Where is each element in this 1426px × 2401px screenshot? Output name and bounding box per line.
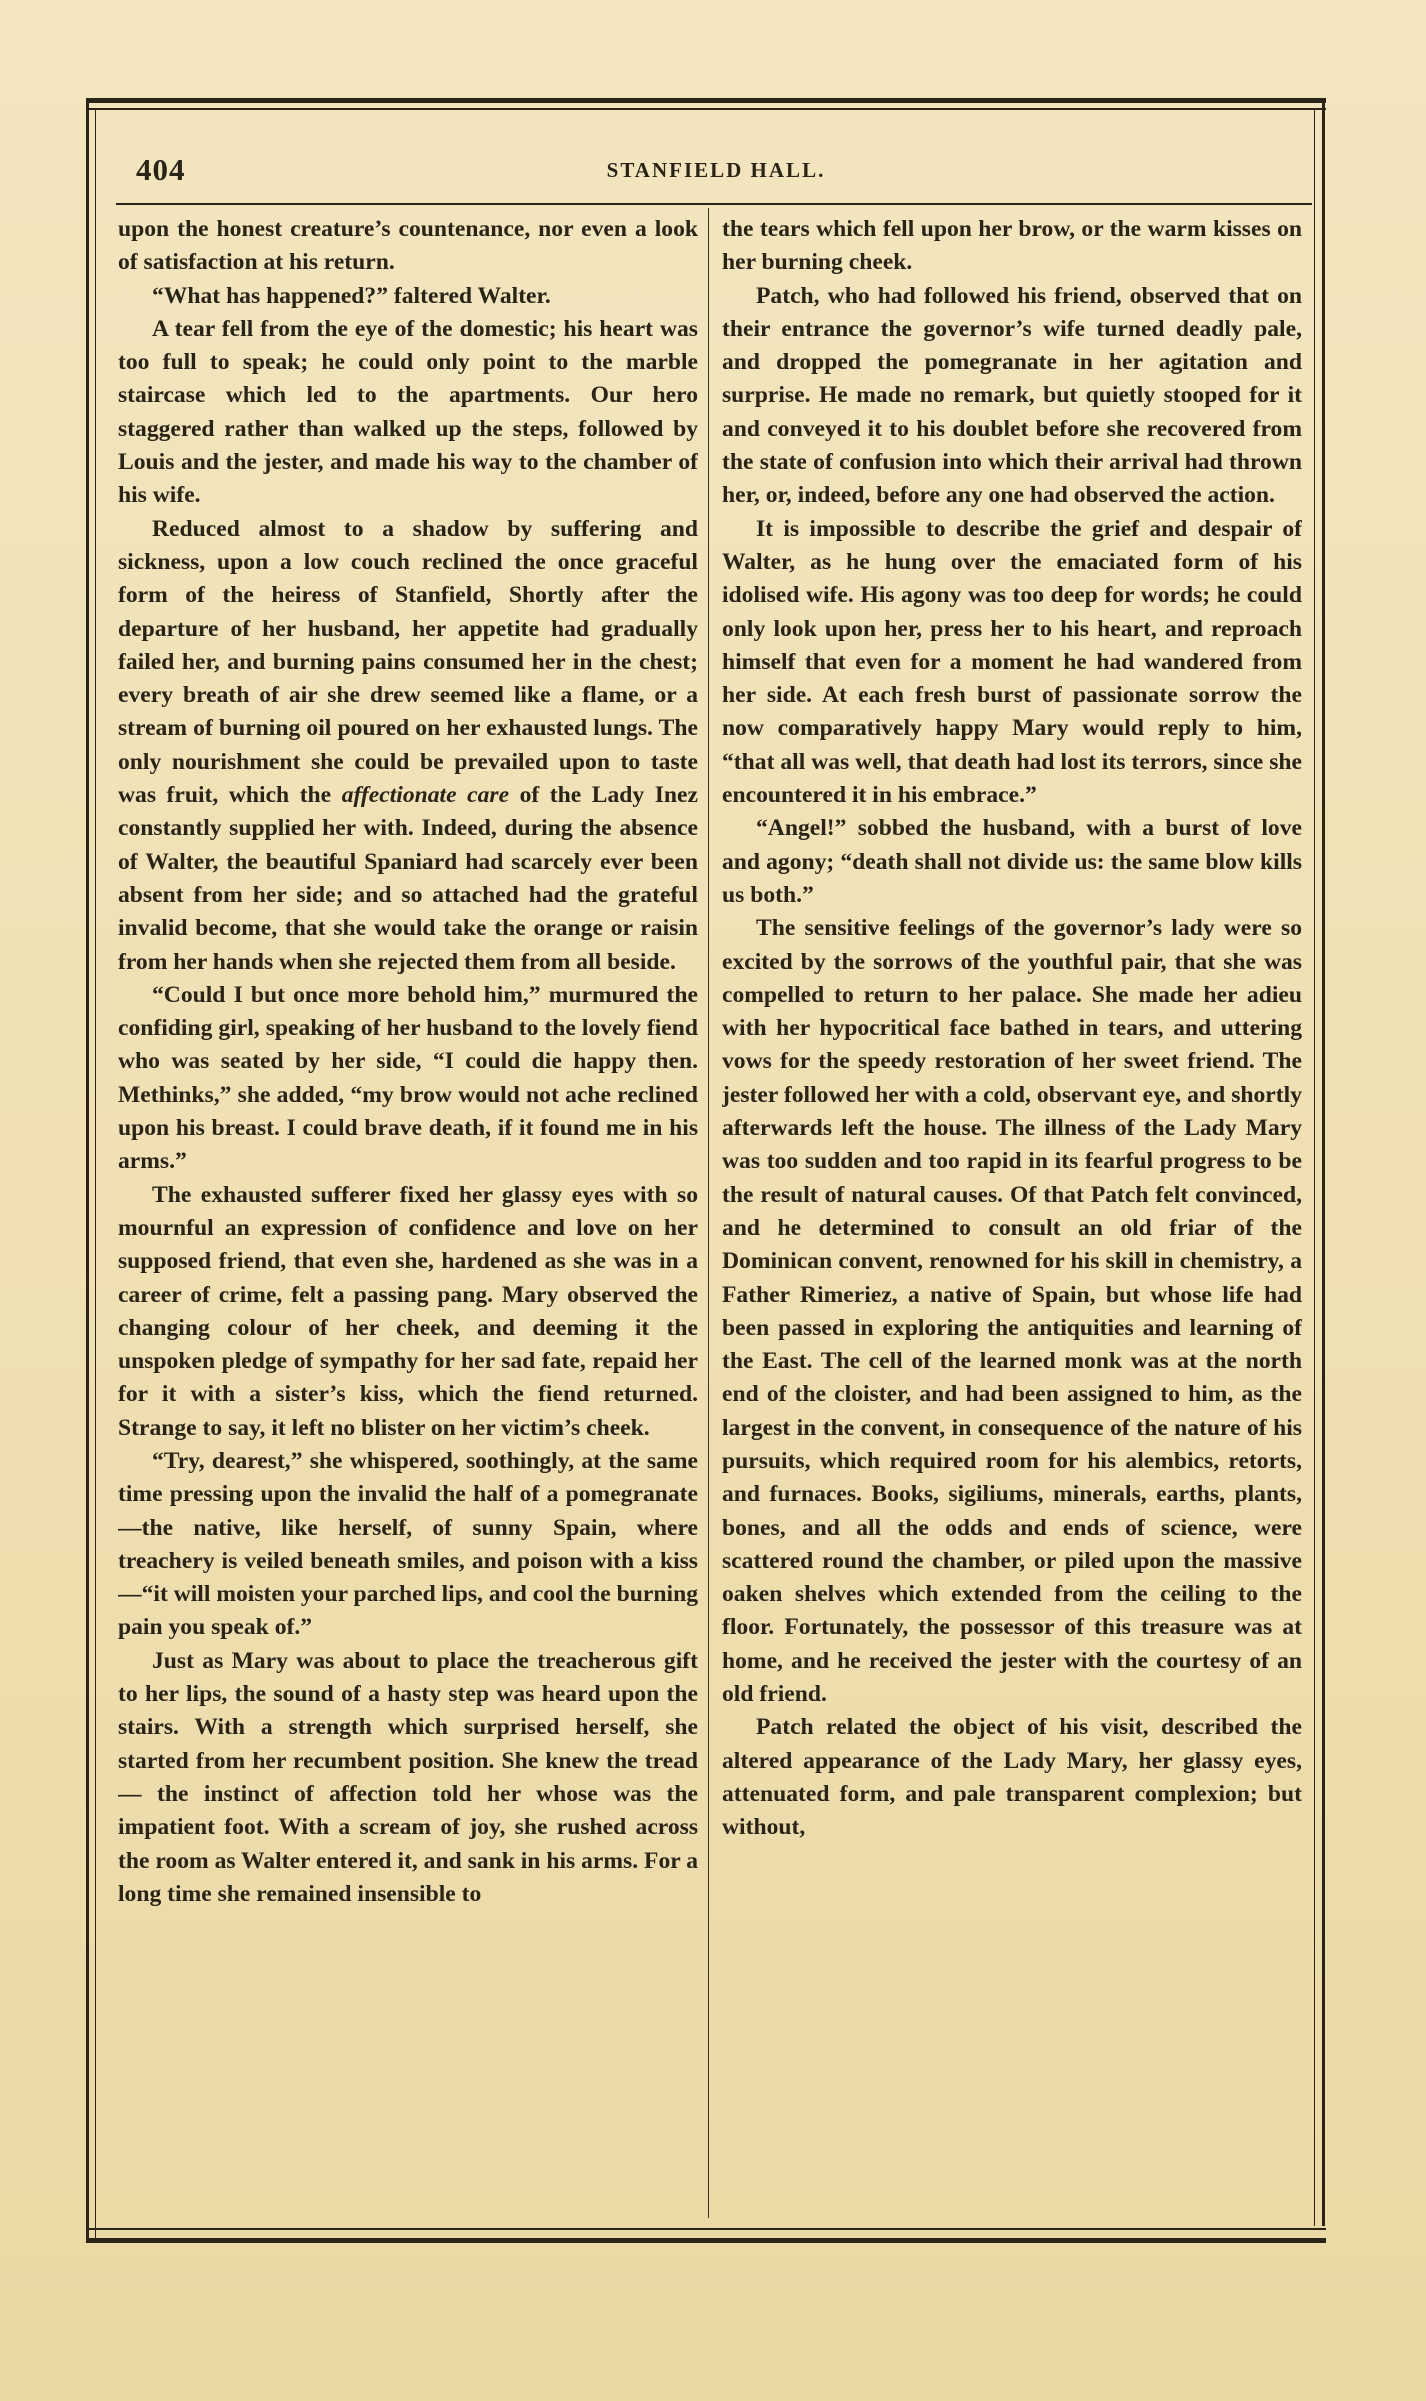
border-rule-bottom bbox=[86, 2238, 1326, 2243]
column-divider bbox=[708, 208, 709, 2218]
text-column-right bbox=[722, 213, 1302, 2213]
paragraph: Patch related the object of his visit, described the altered appearance of the Lady Mary, her glassy eyes, attenuated form, and pale transparent complexion; but without, bbox=[722, 1714, 1302, 1841]
header-rule bbox=[116, 203, 1312, 205]
border-rule-right-inner bbox=[1314, 108, 1315, 2226]
text-column-left bbox=[118, 213, 698, 2213]
border-rule-right bbox=[1322, 98, 1325, 2226]
paragraph: “Try, dearest,” she whispered, soothingly, at the same time pressing upon the invalid the half of a pomegranate—the native, like herself, of sunny Spain, where treachery is veiled beneath smiles, and poison with a kiss —“it will moisten your parched lips, and cool the burning pain you speak of.” bbox=[118, 1447, 698, 1641]
paragraph: The exhausted sufferer fixed her glassy eyes with so mournful an expression of confidence and love on her supposed friend, that even she, hardened as she was in a career of crime, felt a passing pang. Mary observed the changing colour of her cheek, and deeming it the unspoken pledge of sympathy for her sad fate, repaid her for it with a sister’s kiss, which the fiend returned. Strange to say, it left no blister on her victim’s cheek. bbox=[118, 1181, 698, 1441]
page-number: 404 bbox=[136, 152, 186, 187]
emphasis: affectionate care bbox=[341, 782, 510, 809]
paragraph: “Angel!” sobbed the husband, with a burst of love and agony; “death shall not divide us: the same blow kills us both.” bbox=[722, 815, 1302, 908]
border-rule-top-inner bbox=[86, 108, 1326, 110]
paragraph: “What has happened?” faltered Walter. bbox=[152, 282, 551, 309]
paragraph: Reduced almost to a shadow by suffering and sickness, upon a low couch reclined the once graceful form of the heiress of Stanfield, Shortly after the departure of her husband, her appetite had gradually failed her, and burning pains consumed her in the chest; every breath of air she drew seemed like a flame, or a stream of burning oil poured on her exhausted lungs. The only nourishment she could be prevailed upon to taste was fruit, which the affectionate care of the Lady Inez constantly supplied her with. Indeed, during the absence of Walter, the beautiful Spaniard had scarcely ever been absent from her side; and so attached had the grateful invalid become, that she would take the orange or raisin from her hands when she rejected them from all beside. bbox=[118, 515, 698, 975]
paragraph: upon the honest creature’s countenance, nor even a look of satisfaction at his return. bbox=[118, 216, 698, 276]
paragraph: Patch, who had followed his friend, observed that on their entrance the governor’s wife turned deadly pale, and dropped the pomegranate in her agitation and surprise. He made no remark, but quietly stooped for it and conveyed it to his doublet before she recovered from the state of confusion into which their arrival had thrown her, or, indeed, before any one had observed the action. bbox=[722, 282, 1302, 509]
border-rule-left-inner bbox=[95, 108, 96, 2238]
paragraph: The sensitive feelings of the governor’s lady were so excited by the sorrows of the youthful pair, that she was compelled to return to her palace. She made her adieu with her hypocritical face bathed in tears, and uttering vows for the speedy restoration of her sweet friend. The jester followed her with a cold, observant eye, and shortly afterwards left the house. The illness of the Lady Mary was too sudden and too rapid in its fearful progress to be the result of natural causes. Of that Patch felt convinced, and he determined to consult an old friar of the Dominican convent, renowned for his skill in chemistry, a Father Rimeriez, a native of Spain, but whose life had been passed in exploring the antiquities and learning of the East. The cell of the learned monk was at the north end of the cloister, and had been assigned to him, as the largest in the convent, in consequence of the nature of his pursuits, which required room for his alembics, retorts, and furnaces. Books, sigiliums, minerals, earths, plants, bones, and all the odds and ends of science, were scattered round the chamber, or piled upon the massive oaken shelves which extended from the ceiling to the floor. Fortunately, the possessor of this treasure was at home, and he received the jester with the courtesy of an old friend. bbox=[722, 915, 1302, 1708]
paragraph: It is impossible to describe the grief and despair of Walter, as he hung over the emaciated form of his idolised wife. His agony was too deep for words; he could only look upon her, press her to his heart, and reproach himself that even for a moment he had wandered from her side. At each fresh burst of passionate sorrow the now comparatively happy Mary would reply to him, “that all was well, that death had lost its terrors, since she encountered it in his embrace.” bbox=[722, 515, 1302, 809]
border-rule-top bbox=[86, 98, 1326, 103]
paragraph: Just as Mary was about to place the treacherous gift to her lips, the sound of a hasty step was heard upon the stairs. With a strength which surprised herself, she started from her recumbent position. She knew the tread — the instinct of affection told her whose was the impatient foot. With a scream of joy, she rushed across the room as Walter entered it, and sank in his arms. For a long time she remained insensible to bbox=[118, 1647, 698, 1907]
page-header bbox=[126, 150, 1306, 196]
running-title: STANFIELD HALL. bbox=[606, 158, 826, 182]
paragraph: A tear fell from the eye of the domestic; his heart was too full to speak; he could only point to the marble staircase which led to the apartments. Our hero staggered rather than walked up the steps, followed by Louis and the jester, and made his way to the chamber of his wife. bbox=[118, 315, 698, 509]
border-rule-left bbox=[86, 98, 89, 2238]
paragraph: “Could I but once more behold him,” murmured the confiding girl, speaking of her husband to the lovely fiend who was seated by her side, “I could die happy then. Methinks,” she added, “my brow would not ache reclined upon his breast. I could brave death, if it found me in his arms.” bbox=[118, 981, 698, 1175]
paragraph: the tears which fell upon her brow, or the warm kisses on her burning cheek. bbox=[722, 216, 1302, 276]
border-rule-bottom-inner bbox=[86, 2228, 1326, 2230]
